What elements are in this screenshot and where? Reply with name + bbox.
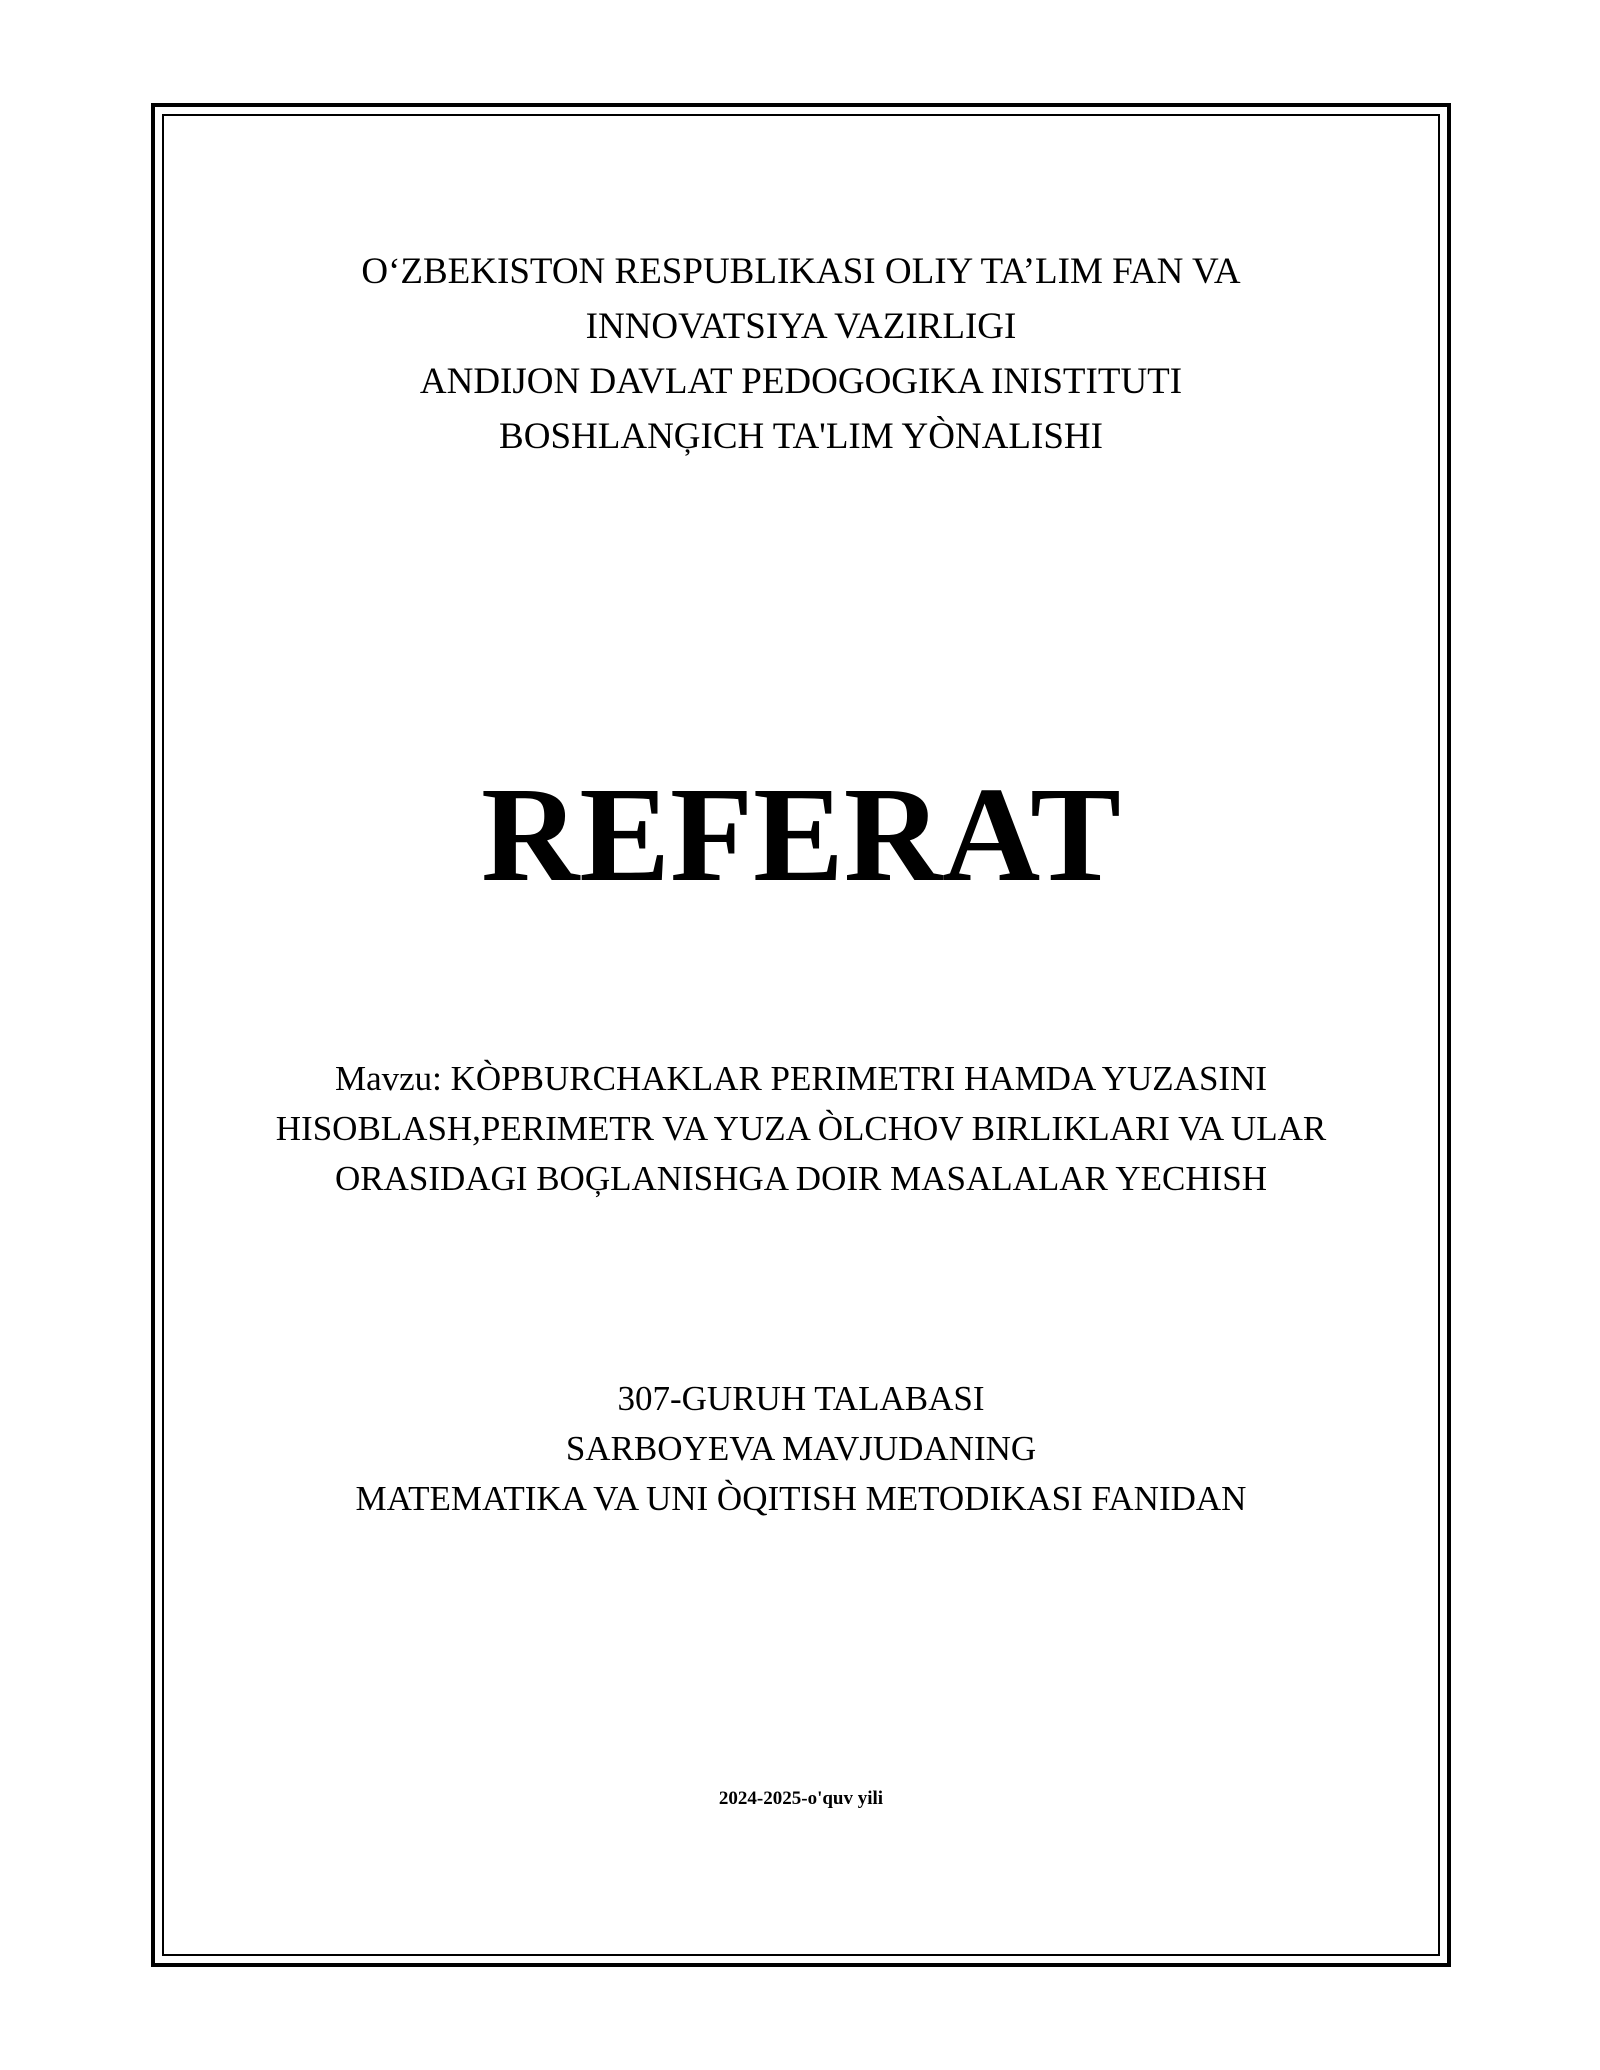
header-line-department: BOSHLANĢICH TA'LIM YÒNALISHI [499, 416, 1103, 457]
header-line-ministry-cont: INNOVATSIYA VAZIRLIGI [585, 306, 1017, 347]
student-group: 307-GURUH TALABASI [617, 1379, 985, 1418]
topic-line-1: Mavzu: KÒPBURCHAKLAR PERIMETRI HAMDA YUZASINI [334, 1059, 1268, 1098]
student-name: SARBOYEVA MAVJUDANING [565, 1429, 1037, 1468]
institution-header [151, 244, 1451, 464]
subject-name: MATEMATIKA VA UNI ÒQITISH METODIKASI FANIDAN [355, 1479, 1247, 1518]
document-title: REFERAT [481, 760, 1121, 910]
topic-line-2: HISOBLASH,PERIMETR VA YUZA ÒLCHOV BIRLIKLARI VA ULAR [275, 1109, 1327, 1148]
header-line-institute: ANDIJON DAVLAT PEDOGOGIKA INISTITUTI [419, 361, 1183, 402]
student-block [151, 1374, 1451, 1524]
topic-block [151, 1054, 1451, 1204]
academic-year: 2024-2025-o'quv yili [718, 1788, 884, 1809]
topic-line-3: ORASIDAGI BOĢLANISHGA DOIR MASALALAR YECHISH [334, 1159, 1268, 1198]
header-line-ministry: O‘ZBEKISTON RESPUBLIKASI OLIY TA’LIM FAN VA [361, 251, 1241, 292]
